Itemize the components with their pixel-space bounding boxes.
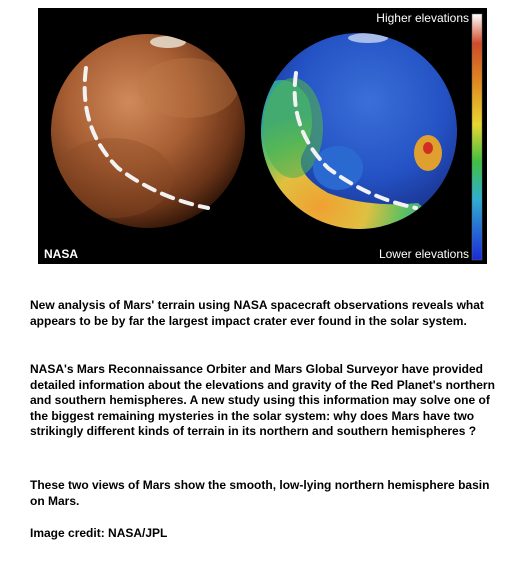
mars-globe-right-topography: [261, 33, 458, 238]
paragraph-views: These two views of Mars show the smooth, low-lying northern hemisphere basin on Mars.: [30, 478, 490, 508]
elevation-color-scale: [472, 14, 482, 260]
image-credit-line: Image credit: NASA/JPL: [30, 526, 168, 540]
nasa-credit-label: NASA: [44, 247, 79, 261]
mars-globe-left: [51, 34, 245, 228]
mars-globes-image: [38, 8, 487, 264]
mars-elevation-figure: [38, 8, 487, 264]
higher-elevations-label: Higher elevations: [376, 11, 469, 25]
paragraph-intro: New analysis of Mars' terrain using NASA spacecraft observations reveals what appears to be by far the largest impact crater ever found in the solar system.: [30, 298, 484, 328]
lower-elevations-label: Lower elevations: [378, 247, 469, 261]
paragraph-study: NASA's Mars Reconnaissance Orbiter and Mars Global Surveyor have provided detailed information about the elevations and gravity of the Red Planet's northern and southern hemispheres. A new study using this information may solve one of the biggest remaining mysteries in the solar system: why does Mars have two strikingly different kinds of terrain in its northern and southern hemispheres ?: [30, 362, 495, 438]
